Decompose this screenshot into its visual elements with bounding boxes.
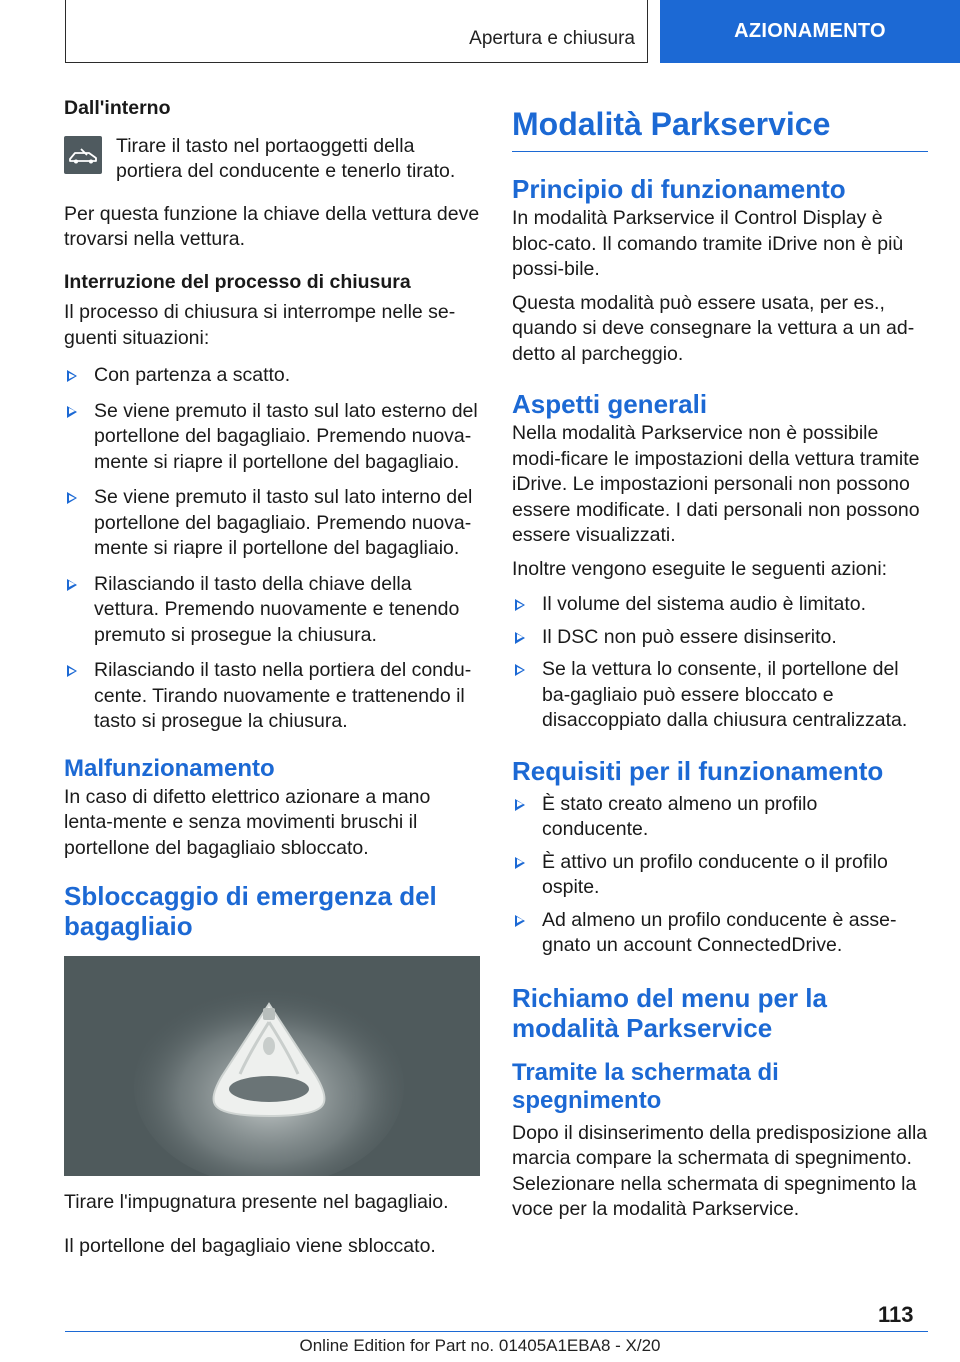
page-number: 113	[878, 1302, 914, 1327]
triangle-bullet-icon	[515, 632, 525, 644]
dallinterno-heading: Dall'interno	[64, 97, 171, 119]
requirements-list	[512, 792, 928, 959]
section-title: Modalità Parkservice	[512, 106, 831, 142]
header-chapter-tab[interactable]: AZIONAMENTO	[660, 0, 960, 63]
photo-caption-1: Tirare l'impugnatura presente nel bagagliaio.	[64, 1191, 449, 1213]
key-note: Per questa funzione la chiave della vettura deve trovarsi nella vettura.	[64, 202, 480, 250]
list-item: Rilasciando il tasto nella portiera del condu-cente. Tirando nuovamente e trattenendo il tasto si prosegue la chiusura.	[64, 658, 480, 735]
requirements-heading: Requisiti per il funzionamento	[512, 755, 884, 786]
trunk-release-handle-photo	[64, 956, 480, 1176]
menu-heading: Richiamo del menu per la modalità Parkservice	[512, 982, 827, 1043]
interruption-list	[64, 363, 480, 735]
emergency-heading: Sbloccaggio di emergenza del bagagliaio	[64, 881, 437, 941]
list-item: È attivo un profilo conducente o il profilo ospite.	[512, 850, 928, 901]
triangle-bullet-icon	[67, 492, 77, 504]
triangle-bullet-icon	[515, 857, 525, 869]
list-item: È stato creato almeno un profilo conducente.	[512, 792, 928, 843]
general-list	[512, 592, 928, 734]
interruption-intro: Il processo di chiusura si interrompe nelle se-guenti situazioni:	[64, 301, 456, 349]
list-item: Se viene premuto il tasto sul lato interno del portellone del bagagliaio. Premendo nuova-mente si riapre il portellone del bagagliaio.	[64, 485, 480, 562]
left-column	[64, 96, 480, 1259]
list-item: Ad almeno un profilo conducente è asse-gnato un account ConnectedDrive.	[512, 908, 928, 959]
principle-paragraph-2: Questa modalità può essere usata, per es., quando si deve consegnare la vettura a un ad-detto al parcheggio.	[512, 291, 915, 365]
list-item: Il volume del sistema audio è limitato.	[512, 592, 928, 618]
list-item: Se la vettura lo consente, il portellone del ba-gagliaio può essere bloccato e disaccoppiato dalla chiusura centralizzata.	[512, 657, 928, 734]
shutdown-text: Dopo il disinserimento della predisposizione alla marcia compare la schermata di spegnimento. Selezionare nella schermata di spegnimento la voce per la modalità Parkservice.	[512, 1121, 928, 1220]
malfunction-heading: Malfunzionamento	[64, 754, 275, 782]
malfunction-text: In caso di difetto elettrico azionare a mano lenta-mente e senza movimenti bruschi il portellone del bagagliaio sbloccato.	[64, 785, 431, 859]
triangle-bullet-icon	[67, 579, 77, 591]
footer-rule	[65, 1331, 928, 1332]
photo-caption-2: Il portellone del bagagliaio viene sbloccato.	[64, 1234, 436, 1257]
triangle-bullet-icon	[515, 915, 525, 927]
triangle-bullet-icon	[515, 599, 525, 611]
list-item: Il DSC non può essere disinserito.	[512, 625, 928, 651]
triangle-bullet-icon	[67, 406, 77, 418]
principle-paragraph-1: In modalità Parkservice il Control Display è bloc-cato. Il comando tramite iDrive non è più possi-bile.	[512, 207, 904, 280]
triangle-bullet-icon	[67, 665, 77, 677]
triangle-bullet-icon	[515, 799, 525, 811]
general-paragraph-1: Nella modalità Parkservice non è possibile modi-ficare le impostazioni della vettura tramite iDrive. Le impostazioni personali non possono essere modificate. I dati personali non possono essere visualizzati.	[512, 422, 920, 546]
shutdown-heading: Tramite la schermata di spegnimento	[512, 1058, 779, 1114]
interruption-heading: Interruzione del processo di chiusura	[64, 270, 411, 293]
title-rule	[512, 151, 928, 152]
list-item: Con partenza a scatto.	[64, 363, 480, 389]
triangle-bullet-icon	[67, 370, 77, 382]
triangle-bullet-icon	[515, 664, 525, 676]
list-item: Se viene premuto il tasto sul lato esterno del portellone del bagagliaio. Premendo nuova-mente si riapre il portellone del bagagliaio.	[64, 399, 480, 476]
general-heading: Aspetti generali	[512, 389, 708, 419]
icon-instruction	[64, 134, 480, 185]
general-paragraph-2: Inoltre vengono eseguite le seguenti azioni:	[512, 557, 888, 580]
header-section-title: Apertura e chiusura	[469, 28, 635, 49]
icon-instruction-text: Tirare il tasto nel portaoggetti della portiera del conducente e tenerlo tirato.	[116, 134, 456, 182]
list-item: Rilasciando il tasto della chiave della vettura. Premendo nuovamente e tenendo premuto si prosegue la chiusura.	[64, 572, 480, 649]
right-column	[512, 104, 928, 1223]
car-door-icon	[64, 136, 102, 174]
principle-heading: Principio di funzionamento	[512, 174, 846, 204]
footer-edition: Online Edition for Part no. 01405A1EBA8 - X/20	[299, 1336, 661, 1355]
